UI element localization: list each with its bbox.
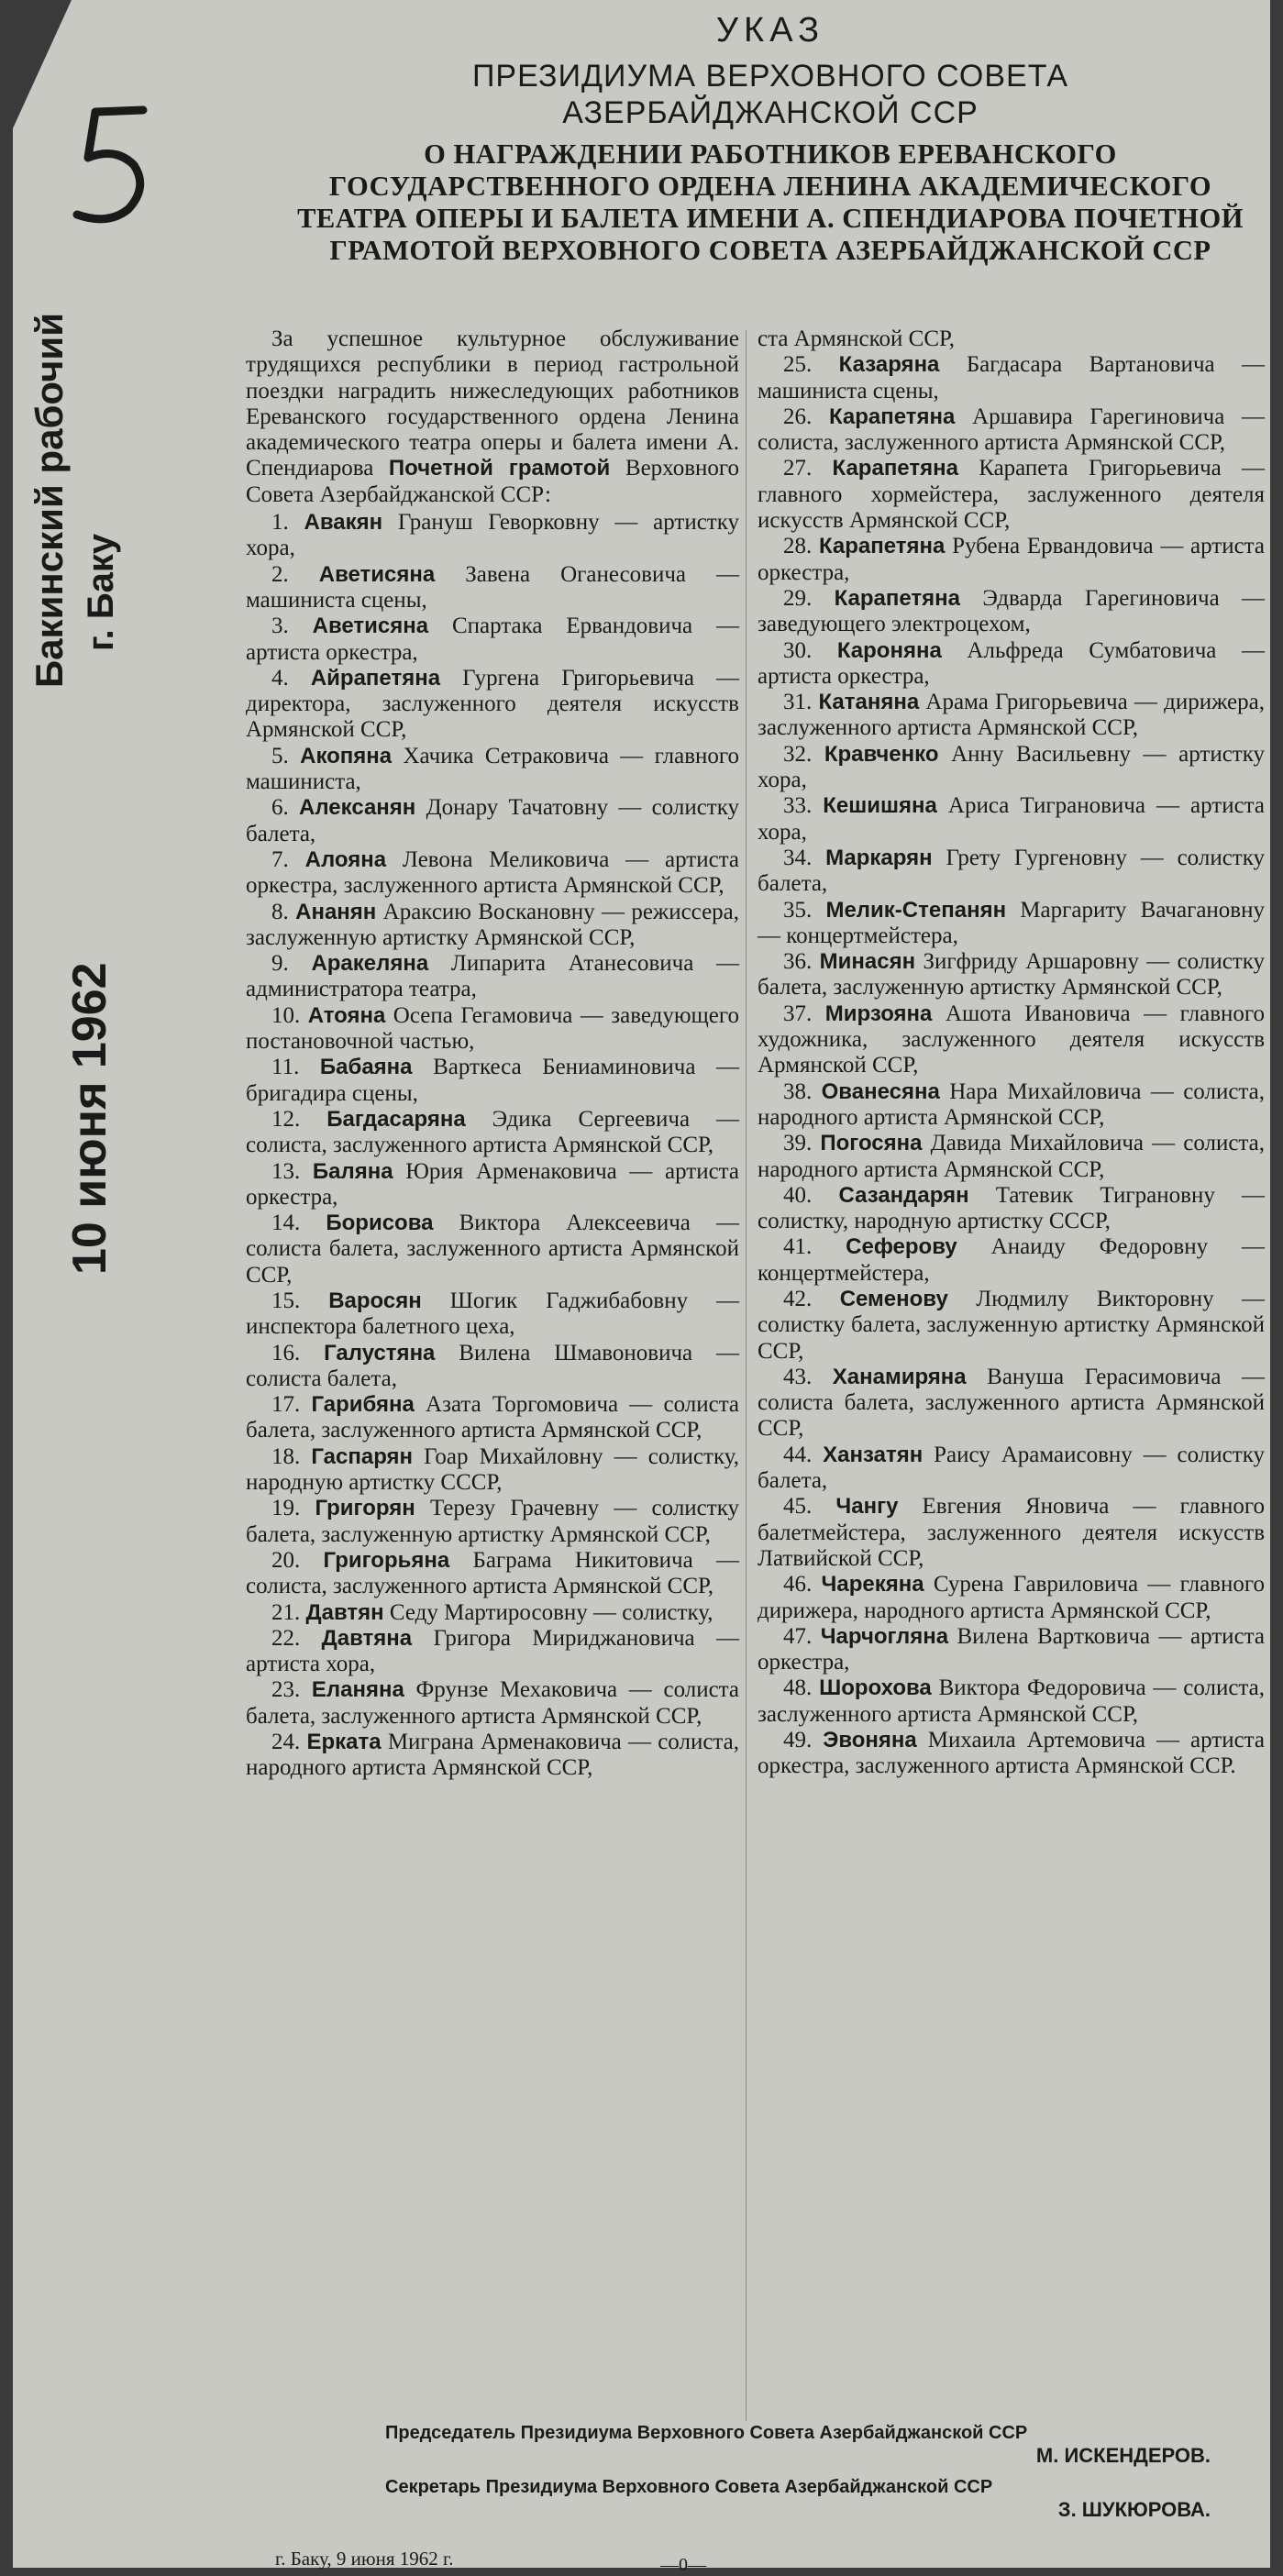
awardee-number: 20.: [271, 1547, 301, 1573]
awardee-surname: Карапетяна: [818, 534, 946, 559]
awardee-details: Баграма Никитовича — солиста, заслуженного артиста Армянской ССР,: [246, 1547, 739, 1599]
awardee-item: [246, 614, 739, 666]
awardee-details: Людмилу Викторовну — солистку балета, заслуженную артистку Армянской ССР,: [758, 1286, 1266, 1364]
secretary-line: [385, 2477, 1266, 2498]
awardee-details: Араксию Воскановну — режиссера, заслуженную артистку Армянской ССР,: [246, 899, 740, 950]
awardee-item: [246, 1288, 739, 1341]
awardee-details: Виктора Федоровича — солиста, заслуженного артиста Армянской ССР,: [758, 1675, 1266, 1727]
awardee-surname: Еланяна: [311, 1677, 404, 1703]
awardee-number: 34.: [783, 845, 813, 870]
awardee-surname: Авакян: [304, 510, 383, 536]
awardee-surname: Карапетяна: [828, 404, 956, 429]
awardee-details: Михаила Артемовича — артиста оркестра, заслуженного артиста Армянской ССР.: [758, 1728, 1265, 1779]
awardee-item: [758, 534, 1265, 586]
newspaper-city: г. Баку: [81, 533, 121, 651]
awardee-details: Татевик Тиграновну — солистку, народную артистку СССР,: [758, 1182, 1266, 1234]
awardee-number: 17.: [271, 1392, 301, 1418]
awardee-number: 4.: [271, 665, 289, 691]
awardee-item: [246, 1392, 739, 1444]
awardee-surname: Погосяна: [820, 1131, 923, 1156]
awardee-surname: Борисова: [326, 1211, 434, 1236]
handwritten-five-icon: [59, 99, 169, 246]
awardee-number: 37.: [783, 1001, 813, 1026]
awardee-item: [758, 898, 1265, 950]
awardee-surname: Мелик-Степанян: [825, 897, 1007, 923]
awardee-details: Вануша Герасимовича — солиста балета, заслуженного артиста Армянской ССР,: [758, 1364, 1266, 1442]
awardee-item: [246, 1730, 739, 1782]
awardee-number: 11.: [271, 1055, 300, 1080]
awardee-surname: Аракеляна: [311, 951, 429, 977]
awardee-number: 16.: [271, 1340, 301, 1365]
intro-after: Верховного Совета Азербайджанской ССР:: [246, 456, 740, 507]
awardee-surname: Атояна: [307, 1002, 386, 1028]
awardee-list-right: [758, 352, 1265, 1779]
awardee-details: Маргариту Вачагановну — концертмейстера,: [758, 897, 1265, 948]
awardee-details: Евгения Яновича — главного балетмейстера, заслуженного деятеля искусств Латвийской ССР,: [758, 1494, 1265, 1571]
awardee-item: [758, 456, 1265, 534]
awardee-surname: Бабаяна: [319, 1055, 413, 1080]
awardee-item: [246, 1107, 739, 1159]
awardee-item: [758, 1001, 1265, 1079]
awardee-number: 21.: [271, 1599, 301, 1625]
awardee-item: [758, 846, 1265, 898]
awardee-number: 44.: [783, 1442, 813, 1467]
awardee-item: [246, 951, 739, 1003]
awardee-number: 40.: [783, 1182, 813, 1208]
awardee-item: [246, 1677, 739, 1730]
awardee-details: Вилена Шмавоновича — солиста балета,: [246, 1340, 740, 1391]
awardee-details: Ашота Ивановича — главного художника, заслуженного деятеля искусств Армянской ССР,: [758, 1001, 1266, 1078]
awardee-surname: Эвоняна: [823, 1728, 917, 1753]
signatures: [385, 2423, 1266, 2531]
awardee-surname: Семенову: [839, 1286, 948, 1311]
awardee-details: Давида Михайловича — солиста, народного артиста Армянской ССР,: [758, 1131, 1266, 1182]
chairman-line: [385, 2423, 1266, 2444]
awardee-item: [758, 1287, 1265, 1365]
awardee-item: [758, 1572, 1265, 1624]
awardee-number: 14.: [271, 1211, 301, 1236]
awardee-number: 26.: [783, 404, 813, 429]
awardee-item: [246, 1003, 739, 1056]
awardee-number: 48.: [783, 1675, 813, 1701]
awardee-number: 23.: [271, 1677, 301, 1703]
decree-title: УКАЗ: [715, 11, 825, 50]
awardee-number: 42.: [783, 1286, 813, 1311]
awardee-details: Ариса Тиграновича — артиста хора,: [758, 793, 1266, 845]
awardee-number: 41.: [783, 1234, 813, 1260]
awardee-number: 12.: [271, 1106, 301, 1132]
awardee-item: [758, 1365, 1265, 1443]
awardee-item: [246, 1341, 739, 1393]
awardee-details: Гоар Михайловну — солистку, народную артистку СССР,: [246, 1443, 739, 1496]
awardee-number: 22.: [271, 1625, 301, 1651]
awardee-surname: Карапетяна: [832, 456, 958, 481]
awardee-details: Фрунзе Мехаковича — солиста балета, заслуженного артиста Армянской ССР,: [246, 1677, 740, 1729]
awardee-number: 31.: [783, 690, 813, 715]
awardee-number: 9.: [271, 951, 289, 977]
awardee-surname: Минасян: [819, 949, 916, 975]
awardee-number: 19.: [271, 1496, 301, 1521]
awardee-details: Левона Меликовича — артиста оркестра, заслуженного артиста Армянской ССР,: [246, 846, 740, 899]
awardee-item: [758, 586, 1265, 638]
awardee-item: [758, 793, 1265, 846]
awardee-surname: Аветисяна: [312, 614, 429, 639]
text-column-right: [758, 326, 1265, 1780]
awardee-details: Эдварда Гарегиновича — заведующего электроцехом,: [758, 585, 1266, 637]
awardee-number: 24.: [271, 1730, 301, 1755]
awardee-surname: Григорьяна: [323, 1547, 450, 1573]
handwritten-mark: [59, 99, 169, 246]
awardee-surname: Багдасаряна: [326, 1106, 466, 1132]
awardee-surname: Аветисяна: [318, 561, 436, 587]
chairman-name: М. ИСКЕНДЕРОВ.: [1035, 2444, 1211, 2467]
awardee-item: [758, 638, 1265, 691]
awardee-number: 3.: [271, 614, 289, 639]
awardee-surname: Чарчогляна: [820, 1623, 949, 1649]
awardee-item: [758, 1624, 1265, 1676]
decree-issuer-line-1: ПРЕЗИДИУМА ВЕРХОВНОГО СОВЕТА: [471, 59, 1069, 94]
awardee-details: Карапета Григорьевича — главного хормейстера, заслуженного деятеля искусств Армянской ССР,: [758, 456, 1265, 534]
awardee-list-left: [246, 510, 739, 1782]
awardee-item: [246, 847, 739, 900]
place-date: г. Баку, 9 июня 1962 г.: [275, 2548, 454, 2570]
awardee-surname: Григорян: [315, 1496, 415, 1521]
awardee-item: [758, 1183, 1265, 1235]
awardee-number: 8.: [271, 899, 289, 924]
awardee-surname: Маркарян: [825, 845, 933, 870]
awardee-item: [758, 352, 1265, 404]
awardee-details: Раису Арамаисовну — солистку балета,: [758, 1442, 1265, 1494]
decree-subject: О НАГРАЖДЕНИИ РАБОТНИКОВ ЕРЕВАНСКОГО ГОСУДАРСТВЕННОГО ОРДЕНА ЛЕНИНА АКАДЕМИЧЕСКОГО ТЕАТРА ОПЕРЫ И БАЛЕТА ИМЕНИ А. СПЕНДИАРОВА ПОЧЕТНОЙ ГРАМОТОЙ ВЕРХОВНОГО СОВЕТА АЗЕРБАЙДЖАНСКОЙ ССР: [297, 138, 1244, 266]
awardee-surname: Айрапетяна: [310, 665, 441, 691]
awardee-item: [758, 949, 1265, 1001]
decree-header: [275, 11, 1266, 267]
awardee-surname: Гаспарян: [311, 1443, 414, 1469]
awardee-surname: Алояна: [304, 846, 387, 872]
awardee-number: 5.: [271, 743, 289, 768]
awardee-item: [758, 1443, 1265, 1495]
awardee-surname: Ерката: [306, 1730, 382, 1755]
awardee-surname: Чарекяна: [821, 1572, 924, 1598]
awardee-details: Грануш Геворковну — артистку хора,: [246, 510, 740, 561]
awardee-details: Сурена Гавриловича — главного дирижера, народного артиста Армянской ССР,: [758, 1572, 1266, 1623]
awardee-details: Анаиду Федоровну — концертмейстера,: [758, 1234, 1266, 1286]
awardee-details: Эдика Сергеевича — солиста, заслуженного артиста Армянской ССР,: [246, 1106, 740, 1158]
awardee-number: 1.: [271, 510, 289, 536]
awardee-item: [246, 900, 739, 952]
awardee-details: Григора Мириджановича — артиста хора,: [246, 1625, 740, 1677]
awardee-details: Хачика Сетраковича — главного машиниста,: [246, 743, 740, 795]
awardee-item: [246, 666, 739, 744]
awardee-details: Завена Оганесовича — машиниста сцены,: [246, 561, 739, 613]
awardee-details: Арама Григорьевича — дирижера, заслуженного артиста Армянской ССР,: [758, 690, 1265, 741]
awardee-item: [246, 1159, 739, 1211]
awardee-details: Донару Тачатовну — солистку балета,: [246, 795, 740, 846]
awardee-surname: Ананян: [295, 899, 377, 924]
awardee-details: Виктора Алексеевича — солиста балета, заслуженного артиста Армянской ССР,: [246, 1211, 740, 1288]
awardee-details: Нара Михайловича — солиста, народного артиста Армянской ССР,: [758, 1078, 1266, 1130]
awardee-number: 38.: [783, 1078, 813, 1104]
awardee-item: [246, 1055, 739, 1107]
awardee-surname: Кароняна: [836, 637, 942, 663]
awardee-details: Липарита Атанесовича — администратора театра,: [246, 951, 739, 1002]
awardee-item: [246, 795, 739, 847]
awardee-surname: Гарибяна: [311, 1392, 415, 1418]
awardee-item: [246, 1211, 739, 1288]
awardee-surname: Сазандарян: [838, 1182, 969, 1208]
ornament: —0—: [660, 2555, 706, 2575]
awardee-surname: Варосян: [328, 1288, 422, 1313]
awardee-number: 25.: [783, 352, 813, 378]
awardee-item: [758, 690, 1265, 742]
secretary-title: Секретарь Президиума Верховного Совета Азербайджанской ССР: [385, 2477, 993, 2497]
awardee-number: 15.: [271, 1288, 301, 1313]
awardee-details: Зигфриду Аршаровну — солистку балета, заслуженную артистку Армянской ССР,: [758, 949, 1266, 1001]
awardee-number: 45.: [783, 1494, 813, 1520]
awardee-item: [758, 1728, 1265, 1780]
awardee-details: Рубена Ервандовича — артиста оркестра,: [758, 534, 1266, 585]
continuation-text: ста Армянской ССР,: [758, 326, 956, 351]
awardee-number: 43.: [783, 1364, 813, 1389]
awardee-surname: Катаняна: [818, 690, 920, 715]
intro-award: Почетной грамотой: [388, 456, 611, 481]
awardee-details: Варткеса Бениаминовича — бригадира сцены,: [246, 1055, 740, 1106]
awardee-number: 47.: [783, 1623, 813, 1649]
awardee-details: Терезу Грачевну — солистку балета, заслуженную артистку Армянской ССР,: [246, 1496, 739, 1547]
awardee-item: [758, 1079, 1265, 1132]
awardee-surname: Алексанян: [299, 795, 416, 821]
column-divider: [746, 330, 747, 2421]
awardee-surname: Давтян: [305, 1599, 384, 1625]
awardee-item: [758, 1494, 1265, 1572]
awardee-surname: Мирзояна: [824, 1001, 933, 1026]
awardee-number: 33.: [783, 793, 813, 819]
awardee-details: Спартака Ервандовича — артиста оркестра,: [246, 614, 739, 665]
awardee-number: 30.: [783, 637, 813, 663]
decree-intro: [246, 326, 739, 508]
awardee-details: Юрия Арменаковича — артиста оркестра,: [246, 1158, 740, 1210]
awardee-number: 35.: [783, 897, 813, 923]
awardee-details: Седу Мартиросовну — солистку,: [389, 1599, 713, 1625]
awardee-surname: Казаряна: [838, 352, 940, 378]
awardee-item: [246, 1548, 739, 1600]
secretary-name: З. ШУКЮРОВА.: [1057, 2498, 1211, 2521]
awardee-item: [758, 404, 1265, 457]
awardee-number: 2.: [271, 561, 289, 587]
awardee-surname: Чангу: [835, 1494, 899, 1520]
awardee-surname: Давтяна: [321, 1625, 413, 1651]
text-column-left: [246, 326, 739, 1782]
awardee-number: 36.: [783, 949, 813, 975]
awardee-number: 39.: [783, 1131, 813, 1156]
awardee-surname: Шорохова: [819, 1675, 932, 1701]
chairman-title: Председатель Президиума Верховного Совета Азербайджанской ССР: [385, 2423, 1028, 2443]
awardee-details: Гургена Григорьевича — директора, заслуженного деятеля искусств Армянской ССР,: [246, 665, 740, 743]
newspaper-name: Бакинский рабочий: [28, 312, 71, 688]
awardee-details: Аршавира Гарегиновича — солиста, заслуженного артиста Армянской ССР,: [758, 404, 1265, 456]
awardee-surname: Кешишяна: [823, 793, 937, 819]
awardee-details: Азата Торгомовича — солиста балета, заслуженного артиста Армянской ССР,: [246, 1392, 740, 1443]
awardee-item: [758, 1131, 1265, 1183]
awardee-number: 18.: [271, 1443, 301, 1469]
awardee-surname: Ханзатян: [823, 1442, 924, 1467]
awardee-details: Альфреда Сумбатовича — артиста оркестра,: [758, 637, 1266, 689]
awardee-item: [758, 1675, 1265, 1728]
awardee-item: [246, 1600, 739, 1626]
awardee-details: Осепа Гегамовича — заведующего постановочной частью,: [246, 1002, 740, 1055]
date-stamp: 10 июня 1962: [63, 962, 116, 1275]
awardee-surname: Ованесяна: [821, 1078, 940, 1104]
margin-annotations: [28, 303, 128, 1678]
awardee-number: 6.: [271, 795, 289, 821]
awardee-details: Грету Гургеновну — солистку балета,: [758, 845, 1266, 897]
awardee-surname: Баляна: [312, 1158, 393, 1184]
awardee-details: Вилена Вартковича — артиста оркестра,: [758, 1623, 1265, 1675]
awardee-number: 29.: [783, 585, 813, 611]
awardee-details: Анну Васильевну — артистку хора,: [758, 741, 1266, 793]
awardee-item: [246, 562, 739, 614]
awardee-number: 46.: [783, 1572, 813, 1598]
awardee-details: Миграна Арменаковича — солиста, народного артиста Армянской ССР,: [246, 1730, 739, 1781]
decree-issuer-line-2: АЗЕРБАЙДЖАНСКОЙ ССР: [562, 95, 979, 130]
awardee-surname: Кравченко: [824, 741, 939, 767]
awardee-details: Шогик Гаджибабовну — инспектора балетного цеха,: [246, 1288, 740, 1340]
awardee-number: 13.: [271, 1158, 301, 1184]
awardee-item: [246, 744, 739, 796]
awardee-number: 7.: [271, 846, 289, 872]
awardee-number: 32.: [783, 741, 813, 767]
awardee-number: 27.: [783, 456, 813, 481]
intro-before: За успешное культурное обслуживание трудящихся республики в период гастрольной поездки наградить нижеследующих работников Ереванского государственного ордена Ленина академического театра оперы и балета имени А. Спендиарова: [246, 326, 739, 481]
awardee-surname: Галустяна: [324, 1340, 436, 1365]
awardee-number: 49.: [783, 1728, 813, 1753]
awardee-item: [246, 1444, 739, 1497]
awardee-item: [246, 510, 739, 562]
awardee-item: [758, 1234, 1265, 1287]
awardee-surname: Акопяна: [300, 743, 393, 768]
awardee-item: [758, 742, 1265, 794]
awardee-surname: Сеферову: [846, 1234, 957, 1260]
awardee-item: [246, 1496, 739, 1548]
awardee-item: [246, 1626, 739, 1678]
awardee-number: 10.: [271, 1002, 301, 1028]
awardee-number: 28.: [783, 534, 813, 559]
awardee-surname: Карапетяна: [834, 585, 961, 611]
awardee-details: Багдасара Вартановича — машиниста сцены,: [758, 352, 1266, 404]
awardee-surname: Ханамиряна: [832, 1364, 967, 1389]
